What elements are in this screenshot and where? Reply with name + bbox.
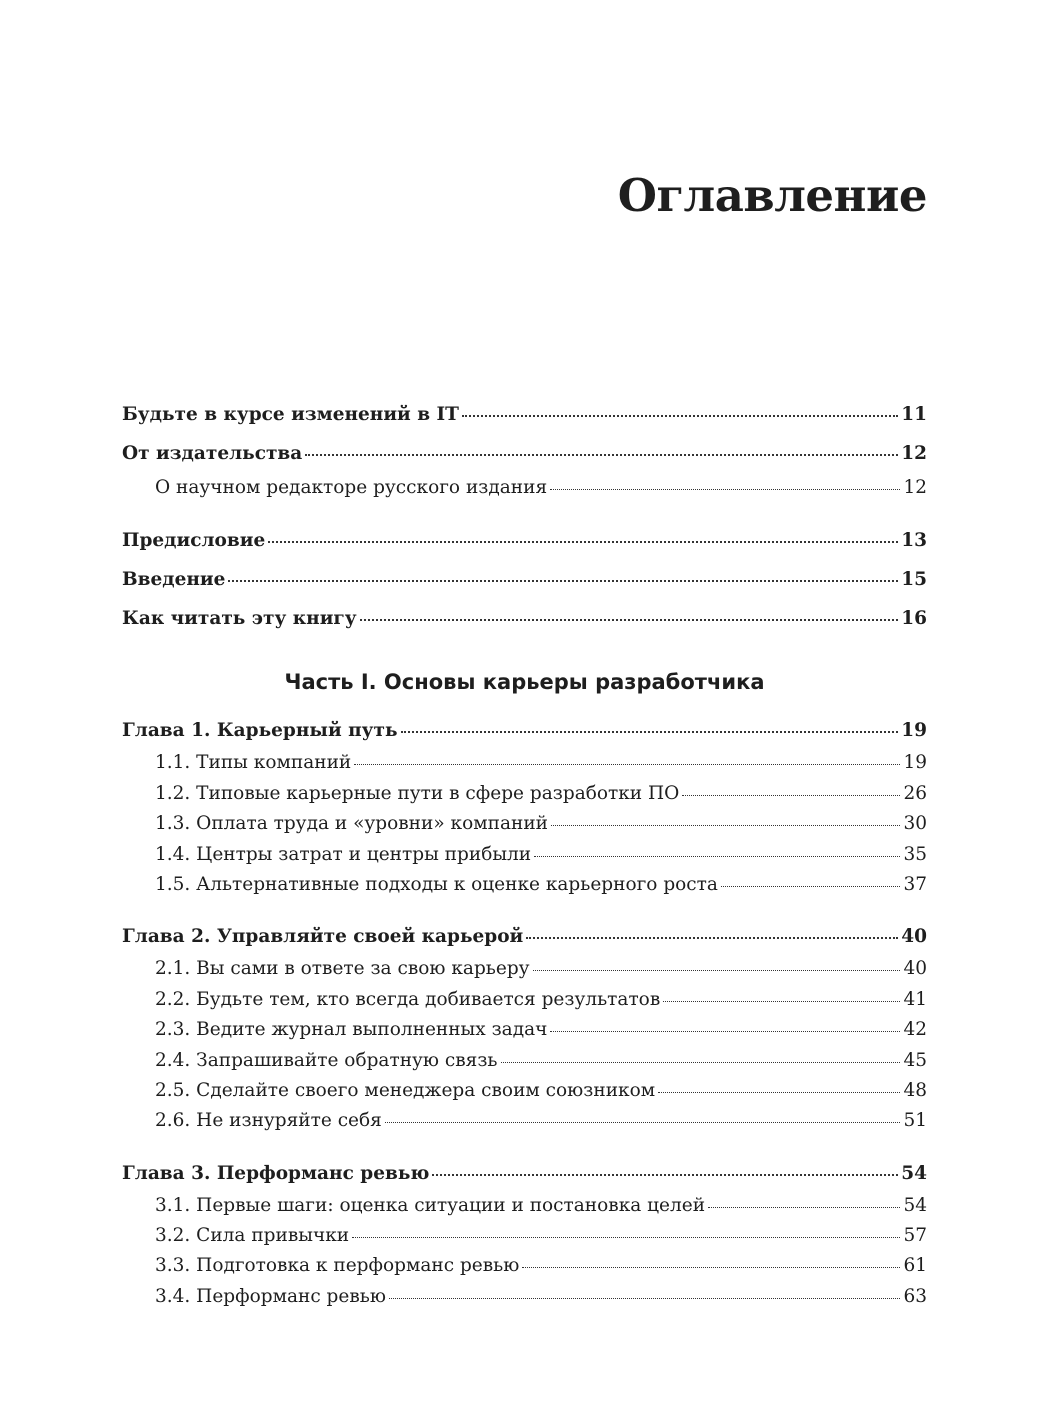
dot-leader bbox=[663, 1001, 900, 1002]
toc-entry-label: Глава 3. Перформанс ревью bbox=[122, 1162, 430, 1184]
toc-page-number: 42 bbox=[903, 1019, 927, 1041]
toc-entry-label: Глава 2. Управляйте своей карьерой bbox=[122, 926, 524, 948]
toc-page-number: 19 bbox=[903, 752, 927, 774]
toc-entry-label: Предисловие bbox=[122, 530, 266, 552]
toc-page-number: 16 bbox=[901, 608, 927, 630]
toc-chapter-1[interactable] bbox=[122, 714, 927, 748]
toc-entry-label: 1.3. Оплата труда и «уровни» компаний bbox=[155, 813, 548, 835]
dot-leader bbox=[228, 580, 898, 582]
toc-page-number: 12 bbox=[901, 443, 927, 464]
dot-leader bbox=[708, 1207, 900, 1208]
toc-entry-label: 2.4. Запрашивайте обратную связь bbox=[155, 1049, 498, 1071]
toc-section-2-6[interactable] bbox=[122, 1106, 927, 1136]
toc-page-number: 41 bbox=[903, 988, 927, 1010]
toc-section-2-1[interactable] bbox=[122, 954, 927, 984]
dot-leader bbox=[522, 1267, 900, 1268]
toc-page-number: 40 bbox=[903, 958, 927, 980]
toc-page-number: 54 bbox=[903, 1194, 927, 1216]
toc-section-2-5[interactable] bbox=[122, 1076, 927, 1106]
table-of-contents bbox=[122, 395, 927, 1312]
dot-leader bbox=[526, 937, 898, 939]
toc-section-2-2[interactable] bbox=[122, 985, 927, 1015]
toc-section-3-3[interactable] bbox=[122, 1251, 927, 1281]
toc-entry-foreword[interactable] bbox=[122, 521, 927, 560]
toc-entry-label: Введение bbox=[122, 569, 226, 591]
dot-leader bbox=[462, 415, 898, 417]
toc-page-number: 35 bbox=[903, 843, 927, 865]
toc-section-1-1[interactable] bbox=[122, 748, 927, 778]
toc-section-1-4[interactable] bbox=[122, 840, 927, 870]
toc-entry-label: Будьте в курсе изменений в IT bbox=[122, 404, 459, 425]
toc-entry-label: 3.3. Подготовка к перформанс ревью bbox=[155, 1255, 520, 1277]
toc-entry-label: 3.4. Перформанс ревью bbox=[155, 1285, 386, 1307]
toc-page-number: 37 bbox=[903, 873, 927, 895]
toc-page-number: 63 bbox=[903, 1285, 927, 1307]
toc-subentry-scientific-editor[interactable] bbox=[122, 473, 927, 503]
toc-entry-how-to-read[interactable] bbox=[122, 599, 927, 638]
toc-page-number: 15 bbox=[901, 569, 927, 591]
toc-section-2-4[interactable] bbox=[122, 1046, 927, 1076]
toc-page-number: 61 bbox=[903, 1255, 927, 1277]
toc-entry-label: Как читать эту книгу bbox=[122, 608, 357, 630]
dot-leader bbox=[551, 825, 900, 826]
toc-entry-label: 2.6. Не изнуряйте себя bbox=[155, 1110, 382, 1132]
dot-leader bbox=[268, 541, 898, 543]
dot-leader bbox=[385, 1122, 901, 1123]
toc-page-number: 11 bbox=[901, 404, 927, 425]
dot-leader bbox=[352, 1237, 900, 1238]
dot-leader bbox=[550, 489, 900, 490]
toc-section-1-2[interactable] bbox=[122, 779, 927, 809]
toc-chapter-3[interactable] bbox=[122, 1157, 927, 1191]
page-title: Оглавление bbox=[617, 169, 927, 222]
toc-section-1-3[interactable] bbox=[122, 809, 927, 839]
toc-page-number: 26 bbox=[903, 782, 927, 804]
toc-entry-label: 3.2. Сила привычки bbox=[155, 1225, 350, 1247]
toc-entry-label: 2.3. Ведите журнал выполненных задач bbox=[155, 1019, 548, 1041]
toc-entry-label: 2.5. Сделайте своего менеджера своим союзником bbox=[155, 1079, 656, 1101]
part-heading: Часть I. Основы карьеры разработчика bbox=[284, 670, 765, 695]
toc-entry-label: 2.2. Будьте тем, кто всегда добивается результатов bbox=[155, 988, 661, 1010]
dot-leader bbox=[534, 856, 900, 857]
dot-leader bbox=[305, 454, 898, 456]
toc-page-number: 45 bbox=[903, 1049, 927, 1071]
toc-entry-publisher[interactable] bbox=[122, 434, 927, 473]
toc-page-number: 13 bbox=[901, 530, 927, 552]
toc-entry-label: 3.1. Первые шаги: оценка ситуации и постановка целей bbox=[155, 1194, 706, 1216]
dot-leader bbox=[658, 1092, 900, 1093]
toc-page-number: 54 bbox=[901, 1162, 927, 1184]
dot-leader bbox=[389, 1298, 901, 1299]
toc-entry-label: 2.1. Вы сами в ответе за свою карьеру bbox=[155, 958, 530, 980]
toc-entry-label: О научном редакторе русского издания bbox=[155, 477, 548, 498]
dot-leader bbox=[354, 764, 900, 765]
toc-entry-label: 1.5. Альтернативные подходы к оценке карьерного роста bbox=[155, 873, 718, 895]
dot-leader bbox=[501, 1062, 901, 1063]
dot-leader bbox=[721, 886, 901, 887]
dot-leader bbox=[360, 619, 899, 621]
toc-page-number: 48 bbox=[903, 1079, 927, 1101]
toc-entry-label: 1.1. Типы компаний bbox=[155, 752, 352, 774]
dot-leader bbox=[550, 1031, 900, 1032]
toc-entry-updates[interactable] bbox=[122, 395, 927, 434]
toc-page-number: 51 bbox=[903, 1110, 927, 1132]
toc-section-3-1[interactable] bbox=[122, 1191, 927, 1221]
dot-leader bbox=[401, 731, 899, 733]
toc-page-number: 19 bbox=[901, 720, 927, 742]
toc-chapter-2[interactable] bbox=[122, 920, 927, 954]
toc-page-number: 40 bbox=[901, 926, 927, 948]
toc-entry-label: Глава 1. Карьерный путь bbox=[122, 720, 398, 742]
dot-leader bbox=[432, 1174, 898, 1176]
dot-leader bbox=[682, 795, 900, 796]
toc-section-3-4[interactable] bbox=[122, 1282, 927, 1312]
toc-section-3-2[interactable] bbox=[122, 1221, 927, 1251]
toc-page-number: 57 bbox=[903, 1225, 927, 1247]
toc-entry-introduction[interactable] bbox=[122, 560, 927, 599]
toc-page-number: 12 bbox=[903, 477, 927, 498]
dot-leader bbox=[533, 970, 901, 971]
toc-section-1-5[interactable] bbox=[122, 870, 927, 900]
toc-page-number: 30 bbox=[903, 813, 927, 835]
toc-entry-label: 1.4. Центры затрат и центры прибыли bbox=[155, 843, 532, 865]
toc-section-2-3[interactable] bbox=[122, 1015, 927, 1045]
toc-entry-label: 1.2. Типовые карьерные пути в сфере разработки ПО bbox=[155, 782, 680, 804]
toc-entry-label: От издательства bbox=[122, 443, 303, 464]
